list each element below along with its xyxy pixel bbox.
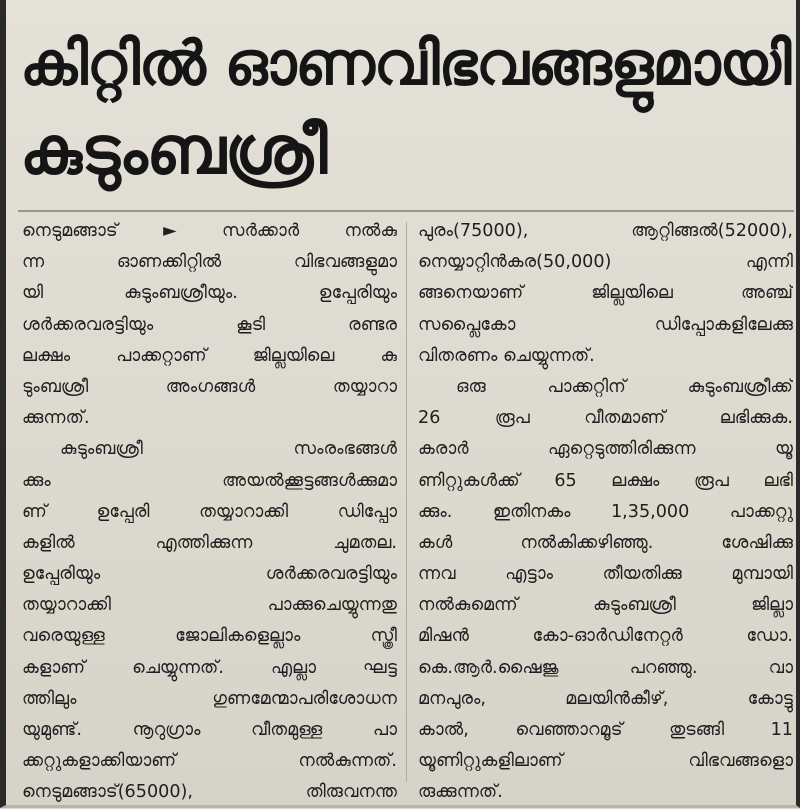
text-line: ന്നവ എട്ടാം തീയതിക്കു മുമ്പായി xyxy=(418,564,793,585)
text-line: കളിൽ എത്തിക്കുന്ന ചുമതല. xyxy=(22,532,397,553)
text-line: ക്കും അയൽക്കൂട്ടങ്ങൾക്കുമാ xyxy=(22,470,397,491)
column-divider xyxy=(406,222,407,782)
text-line: ങ്ങനെയാണ് ജില്ലയിലെ അഞ്ച് xyxy=(418,283,793,304)
text-line: തയ്യാറാക്കി പാക്കുചെയ്യുന്നതു xyxy=(22,595,397,616)
headline-line-2: കുടുംബശ്രീ xyxy=(20,112,327,189)
text-line: നൽകുമെന്ന് കുടുംബശ്രീ ജില്ലാ xyxy=(418,595,793,616)
text-line: മനപുരം, മലയിൻകീഴ്, കോട്ടു xyxy=(418,688,793,709)
text-line: ക്കും. ഇതിനകം 1,35,000 പാക്കറ്റു xyxy=(418,501,793,522)
text-line: നെടുമങ്ങാട് ► സർക്കാർ നൽകു xyxy=(22,221,397,241)
text-line: കുടുംബശ്രീ സംരംഭങ്ങൾ xyxy=(60,439,397,460)
text-line: ന്ന ഓണക്കിറ്റിൽ വിഭവങ്ങളുമാ xyxy=(22,252,397,273)
text-line: വിതരണം ചെയ്യുന്നത്. xyxy=(418,345,595,366)
headline-line-1: കിറ്റിൽ ഓണവിഭവങ്ങളുമായി xyxy=(20,29,791,99)
text-line: കളാണ് ചെയ്യുന്നത്. എല്ലാ ഘട്ട xyxy=(22,657,397,678)
text-line: ടുംബശ്രീ അംഗങ്ങൾ തയ്യാറാ xyxy=(22,376,397,397)
text-line: രുക്കുന്നത്. xyxy=(418,782,503,803)
text-line: ലക്ഷം പാക്കറ്റാണ് ജില്ലയിലെ കു xyxy=(22,345,397,366)
text-line: നെടുമങ്ങാട്(65000), തിരുവനന്ത xyxy=(22,782,397,803)
text-line: കെ.ആർ.ഷൈജു പറഞ്ഞു. വാ xyxy=(418,657,793,678)
text-line: പുരം(75000), ആറ്റിങ്ങൽ(52000), xyxy=(418,221,793,241)
text-line: യുമുണ്ട്. നൂറുഗ്രാം വീതമുള്ള പാ xyxy=(22,720,397,740)
text-line: വരെയുള്ള ജോലികളെല്ലാം സ്ത്രീ xyxy=(22,626,397,647)
text-line: നെയ്യാറ്റിൻകര(50,000) എന്നി xyxy=(418,252,793,273)
text-line: ഒരു പാക്കറ്റിന് കുടുംബശ്രീക്ക് xyxy=(456,376,793,397)
text-line: കരാർ ഏറ്റെടുത്തിരിക്കുന്ന യൂ xyxy=(418,439,793,460)
text-line: കാൽ, വെഞ്ഞാറമൂട് തുടങ്ങി 11 xyxy=(418,720,793,740)
text-line: ക്കുന്നത്. xyxy=(22,408,90,429)
text-line: ഉപ്പേരിയും ശർക്കരവരട്ടിയും xyxy=(22,564,397,585)
text-line: യൂണിറ്റുകളിലാണ് വിഭവങ്ങളൊ xyxy=(418,751,793,772)
headline-rule xyxy=(18,210,794,212)
text-line: 26 രൂപ വീതമാണ് ലഭിക്കുക. xyxy=(418,408,793,429)
text-line: ക്കറ്റുകളാക്കിയാണ് നൽകുന്നത്. xyxy=(22,751,397,772)
text-line: ത്തിലും ഗുണമേന്മാപരിശോധന xyxy=(22,688,397,709)
article-column-right xyxy=(418,216,793,809)
text-line: കൾ നൽകിക്കഴിഞ്ഞു. ശേഷിക്കു xyxy=(418,532,793,553)
text-line: ണ് ഉപ്പേരി തയ്യാറാക്കി ഡിപ്പോ xyxy=(22,501,397,522)
text-line: മിഷൻ കോ-ഓർഡിനേറ്റർ ഡോ. xyxy=(418,626,793,647)
text-line: സപ്ലൈകോ ഡിപ്പോകളിലേക്കു xyxy=(418,314,793,335)
article-column-left xyxy=(22,216,397,809)
text-line: യി കുടുംബശ്രീയും. ഉപ്പേരിയും xyxy=(22,283,397,304)
text-line: ശർക്കരവരട്ടിയും കൂടി രണ്ടര xyxy=(22,314,397,335)
text-line: ണിറ്റുകൾക്ക് 65 ലക്ഷം രൂപ ലഭി xyxy=(418,470,793,491)
